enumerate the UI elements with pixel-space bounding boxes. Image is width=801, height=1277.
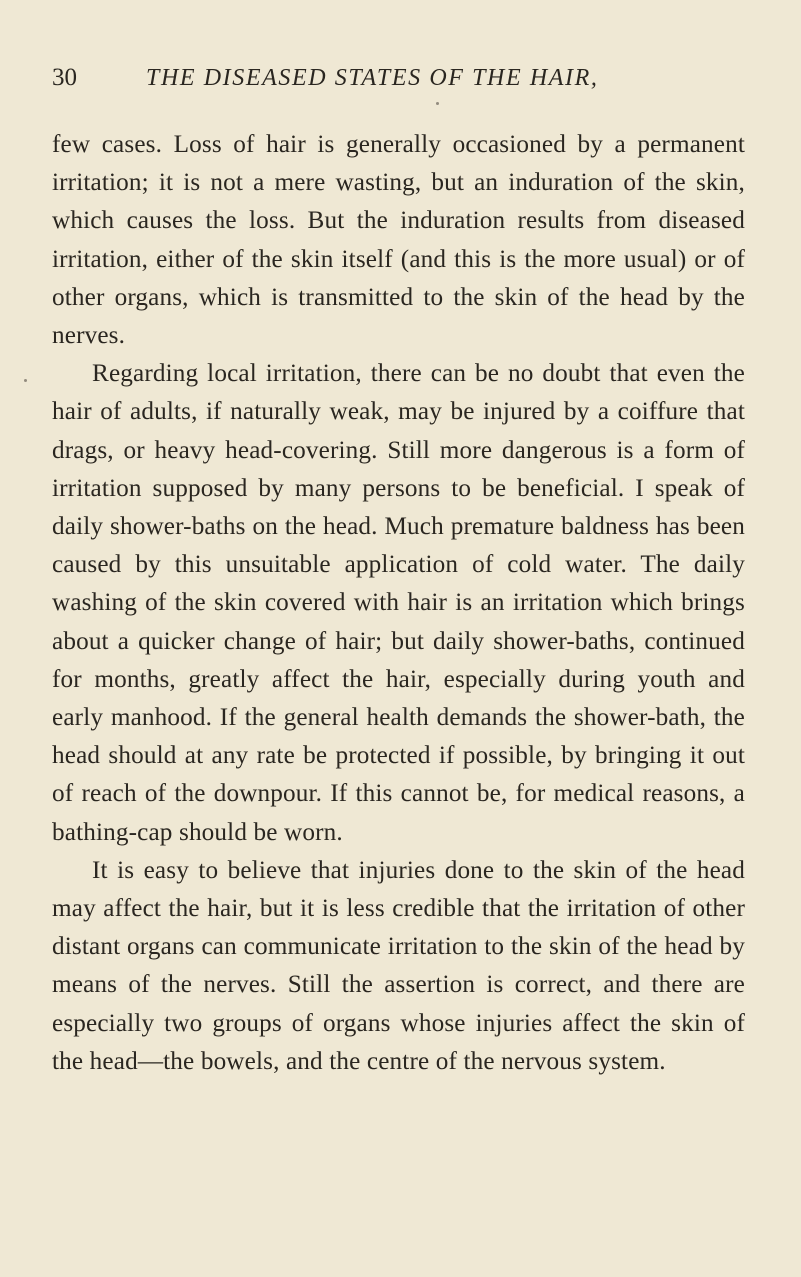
- paragraph-distant-organs: It is easy to believe that injuries done to the skin of the head may affect the hair, but it is less credible that the irritation of other distant organs can communicate irritation to the skin of the head by means of the nerves. Still the assertion is correct, and there are especially two groups of organs whose injuries affect the skin of the head—the bowels, and the centre of the nervous system.: [52, 856, 745, 1075]
- print-speck: [436, 102, 439, 105]
- paragraph-continuation: few cases. Loss of hair is generally occasioned by a permanent irritation; it is not a mere wasting, but an induration of the skin, which causes the loss. But the induration results from diseased irritation, either of the skin itself (and this is the more usual) or of other organs, which is transmitted to the skin of the head by the nerves.: [52, 131, 745, 350]
- running-title: THE DISEASED STATES OF THE HAIR,: [146, 65, 599, 91]
- page-number: 30: [52, 64, 77, 91]
- print-speck: [24, 379, 27, 382]
- body-text: [52, 126, 745, 1081]
- paragraph-local-irritation: Regarding local irritation, there can be no doubt that even the hair of adults, if naturally weak, may be injured by a coiffure that drags, or heavy head-covering. Still more dangerous is a form of irritation supposed by many persons to be beneficial. I speak of daily shower-baths on the head. Much premature baldness has been caused by this unsuitable application of cold water. The daily washing of the skin covered with hair is an irritation which brings about a quicker change of hair; but daily shower-baths, continued for months, greatly affect the hair, especially during youth and early manhood. If the general health demands the shower-bath, the head should at any rate be protected if possible, by bringing it out of reach of the downpour. If this cannot be, for medical reasons, a bathing-cap should be worn.: [52, 360, 745, 846]
- page-header: [52, 58, 752, 98]
